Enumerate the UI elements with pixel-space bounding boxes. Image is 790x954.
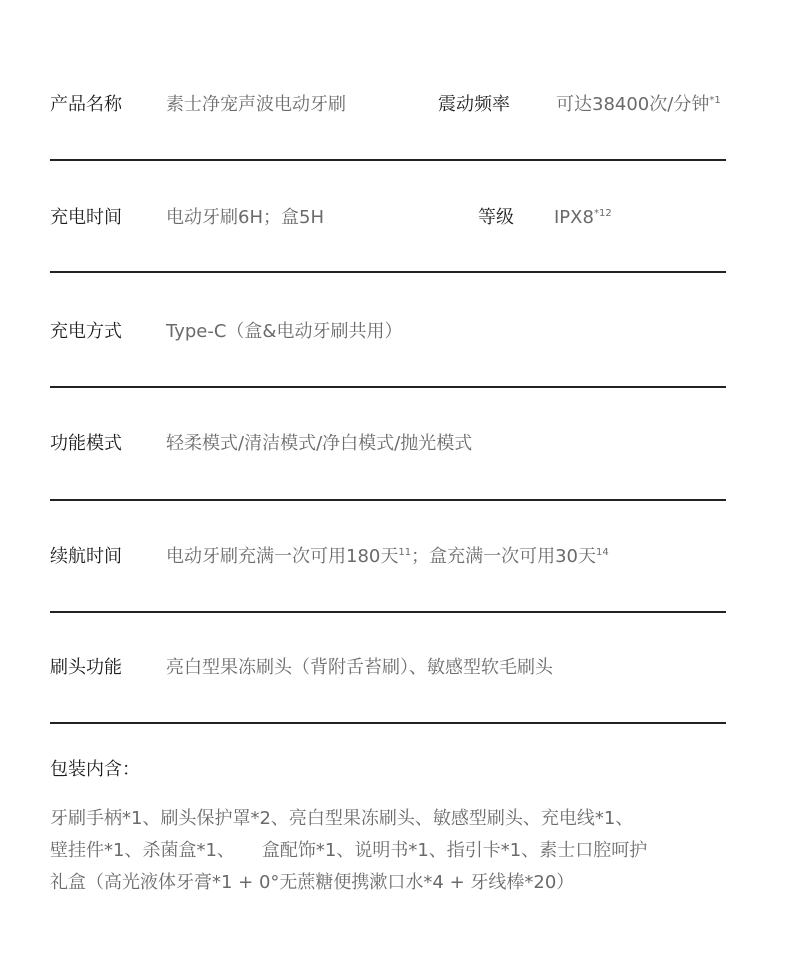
battery-footnote-brush: 11 <box>398 547 412 558</box>
row-divider <box>50 271 726 273</box>
spec-row-product-name <box>50 91 726 131</box>
rating-value <box>554 204 612 232</box>
row-divider <box>50 722 726 724</box>
charge-method-label: 充电方式 <box>50 321 122 342</box>
spec-row-charge-time <box>50 204 726 244</box>
modes-label: 功能模式 <box>50 433 122 454</box>
vibration-label: 震动频率 <box>438 94 510 115</box>
row-divider <box>50 611 726 613</box>
row-divider <box>50 499 726 501</box>
spec-row-brush-head <box>50 654 726 694</box>
brush-head-value: 亮白型果冻刷头（背附舌苔刷）、敏感型软毛刷头 <box>166 657 553 678</box>
charge-time-value: 电动牙刷6H；盒5H <box>166 207 324 228</box>
rating-value-text: IPX8 <box>554 207 594 228</box>
charge-method-value: Type-C（盒&电动牙刷共用） <box>166 321 403 342</box>
charge-time-label: 充电时间 <box>50 207 122 228</box>
vibration-value <box>556 91 721 119</box>
package-contents-line: 壁挂件*1、杀菌盒*1、 盒配饰*1、说明书*1、指引卡*1、素士口腔呵护 <box>50 840 648 861</box>
package-contents-line: 牙刷手柄*1、刷头保护罩*2、亮白型果冻刷头、敏感型刷头、充电线*1、 <box>50 808 634 829</box>
package-contents-line: 礼盒（高光液体牙膏*1 + 0°无蔗糖便携漱口水*4 + 牙线棒*20） <box>50 872 575 893</box>
rating-footnote: *12 <box>593 208 612 219</box>
vibration-footnote: *1 <box>709 95 721 106</box>
vibration-value-text: 可达38400次/分钟 <box>556 94 710 115</box>
battery-value-brush: 电动牙刷充满一次可用180天 <box>166 546 399 567</box>
battery-label: 续航时间 <box>50 546 122 567</box>
package-contents-list <box>50 803 740 899</box>
brush-head-label: 刷头功能 <box>50 657 122 678</box>
product-name-value: 素士净宠声波电动牙刷 <box>166 94 346 115</box>
battery-footnote-case: 14 <box>596 547 609 558</box>
row-divider <box>50 159 726 161</box>
spec-row-battery <box>50 543 726 583</box>
modes-value: 轻柔模式/清洁模式/净白模式/抛光模式 <box>166 433 473 454</box>
spec-row-modes <box>50 430 726 470</box>
battery-value-case: ；盒充满一次可用30天 <box>411 546 596 567</box>
product-name-label: 产品名称 <box>50 94 122 115</box>
battery-value <box>166 543 609 571</box>
package-contents-title: 包装内含： <box>50 759 140 780</box>
rating-label: 等级 <box>478 207 514 228</box>
spec-row-charge-method <box>50 318 726 358</box>
row-divider <box>50 386 726 388</box>
